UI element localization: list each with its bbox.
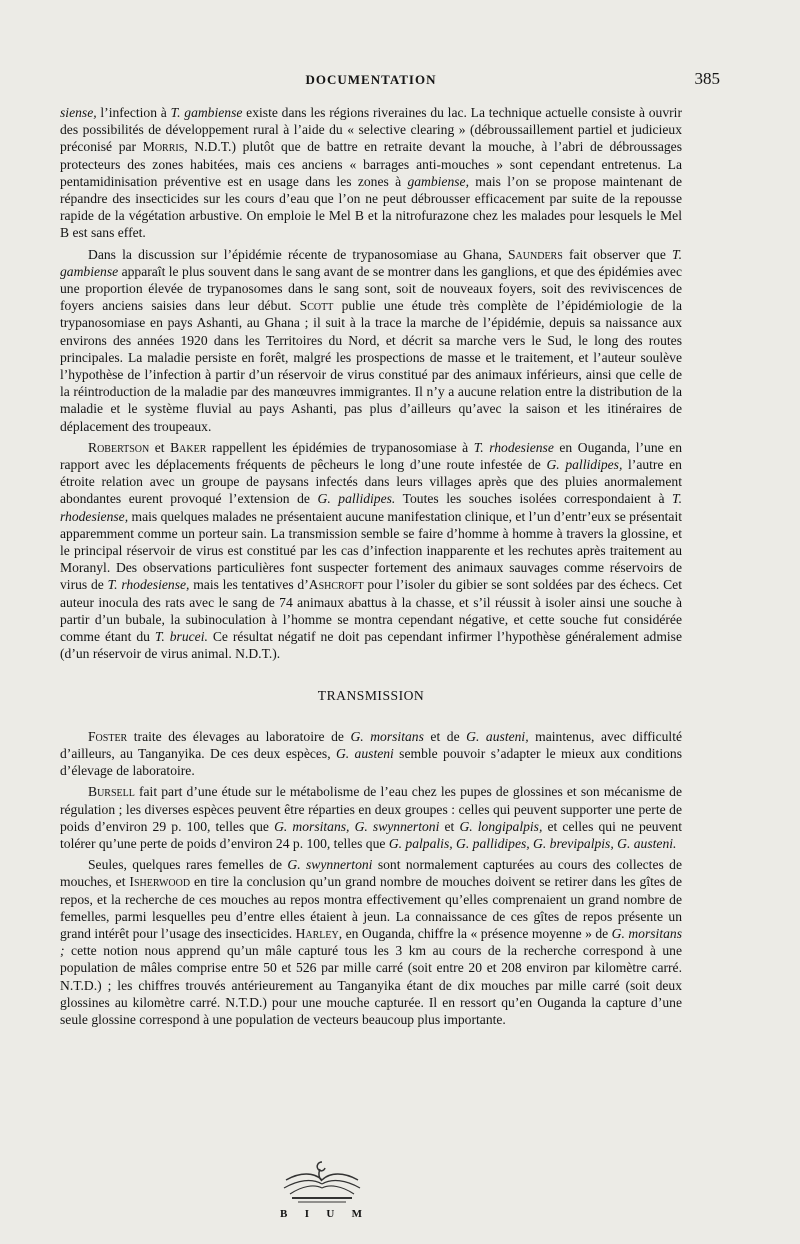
- section-title: TRANSMISSION: [317, 687, 425, 703]
- logo-letters: [272, 1208, 372, 1220]
- logo-letter: I: [304, 1208, 311, 1220]
- paragraph-3: Robertson et Baker rappellent les épidémies de trypanosomiase à T. rhodesiense en Ouganda, l’une en rapport avec les déplacements fréquents de pêcheurs le long d’une route infestée de G. pallidipes, l’autre en étroite relation avec un groupe de paysans infectés dans leurs villages après que des pluies anormalement abondantes eurent provoqué l’extension de G. pallidipes. Toutes les souches isolées correspondaient à T. rhodesiense, mais quelques malades ne présentaient aucune manifestation clinique, et l’un d’entr’eux se présentait apparemment comme un porteur sain. La transmission semble se faire d’homme à homme à travers la glossine, et le principal réservoir de virus est constitué par les cas d’infection inapparente et les rechutes après traitement au Moranyl. Des observations particulières font suspecter fortement des animaux sauvages comme réservoirs de virus de T. rhodesiense, mais les tentatives d’Ashcroft pour l’isoler du gibier se sont soldées par des échecs. Cet auteur inocula des rats avec le sang de 74 animaux abattus à la chasse, et s’il réussit à isoler ainsi une souche à partir d’un bubale, la subinoculation à l’homme se montra cependant négative, et cette souche fut considérée comme étant du T. brucei. Ce résultat négatif ne doit pas cependant infirmer l’hypothèse généralement admise (d’un réservoir de virus animal. N.D.T.).: [60, 439, 683, 662]
- logo-letter: U: [326, 1208, 337, 1220]
- paragraph-1: siense, l’infection à T. gambiense existe dans les régions riveraines du lac. La technique actuelle consiste à ouvrir des possibilités de développement rural à l’aide du « selective clearing » (débroussaillement partiel et judicieux préconisé par Morris, N.D.T.) plutôt que de battre en retraite devant la mouche, à l’abri de débroussages protecteurs des zones habitées, mais ces anciens « barrages anti-mouches » sont cependant entretenus. La pentamidinisation préventive est en usage dans les zones à gambiense, mais l’on se propose maintenant de répandre des insecticides sur les cours d’eau que l’on ne peut débrousser efficacement par suite de la repousse rapide de la végétation arbustive. On emploie le Mel B et la nitrofurazone chez les malades pour lesquels le Mel B est sans effet.: [60, 105, 682, 241]
- logo-letter: M: [351, 1208, 364, 1220]
- logo-letter: B: [280, 1208, 290, 1220]
- bium-emblem-icon: [272, 1158, 372, 1206]
- paragraph-4: Foster traite des élevages au laboratoire de G. morsitans et de G. austeni, maintenus, avec difficulté d’ailleurs, au Tanganyika. De ces deux espèces, G. austeni semble pouvoir s’adapter le mieux aux conditions d’élevage de laboratoire.: [60, 728, 683, 779]
- body-text: [60, 104, 682, 1028]
- page-header: [60, 69, 720, 90]
- paragraph-6: Seules, quelques rares femelles de G. swynnertoni sont normalement capturées au cours des collectes de mouches, et Isherwood en tire la conclusion qu’un grand nombre de mouches doivent se retirer dans les gîtes de repos, et la recherche de ces mouches au repos montra effectivement qu’elles comprenaient un grand nombre de femelles, parmi lesquelles peu d’entre elles étaient à jeun. La connaissance de ces gîtes de repos présente un grand intérêt pour l’usage des insecticides. Harley, en Ouganda, chiffre la « présence moyenne » de G. morsitans ; cette notion nous apprend qu’un mâle capturé tous les 3 km au cours de la recherche correspond à une population de mâles comprise entre 50 et 526 par mille carré (soit entre 20 et 208 environ par kilomètre carré. N.T.D.) ; les chiffres trouvés antérieurement au Tanganyika étant de dix mouches par mille carré (soit deux glossines au kilomètre carré. N.T.D.) pour une mouche capturée. Il en ressort qu’en Ouganda la capture d’une seule glossine correspond à une population de vecteurs beaucoup plus importante.: [60, 857, 682, 1027]
- page-number: 385: [694, 69, 720, 88]
- running-title: DOCUMENTATION: [305, 72, 437, 87]
- paragraph-2: Dans la discussion sur l’épidémie récente de trypanosomiase au Ghana, Saunders fait observer que T. gambiense apparaît le plus souvent dans le sang avant de se montrer dans les ganglions, et que des épidémies avec une proportion élevée de trypanosomes dans le sang sont, soit de nouveaux foyers, soit des reviviscences de foyers anciens saisies dans leur début. Scott publie une étude très complète de l’épidémiologie de la trypanosomiase en pays Ashanti, au Ghana ; il suit à la trace la marche de l’épidémie, depuis sa naissance aux environs des années 1920 dans les Territoires du Nord, et décrit sa marche vers le Sud, le long des routes principales. La maladie persiste en forêt, malgré les prospections de masse et le traitement, et l’auteur soulève l’hypothèse de l’infection à partir d’un réservoir de virus constitué par des animaux inférieurs, ainsi que celle de la réintroduction de la maladie par des manœuvres immigrantes. Il n’y a aucune relation entre la distribution de la maladie et le système fluvial au pays Ashanti, pas plus d’ailleurs qu’avec la saison et les itinéraires de déplacement des troupeaux.: [60, 246, 682, 434]
- paragraph-5: Bursell fait part d’une étude sur le métabolisme de l’eau chez les pupes de glossines et son mécanisme de régulation ; les diverses espèces peuvent être réparties en deux groupes : celles qui peuvent supporter une perte de poids d’environ 29 p. 100, telles que G. morsitans, G. swynnertoni et G. longipalpis, et celles qui ne peuvent tolérer qu’une perte de poids d’environ 24 p. 100, telles que G. palpalis, G. pallidipes, G. brevipalpis, G. austeni.: [60, 784, 682, 851]
- bium-logo: [272, 1158, 372, 1220]
